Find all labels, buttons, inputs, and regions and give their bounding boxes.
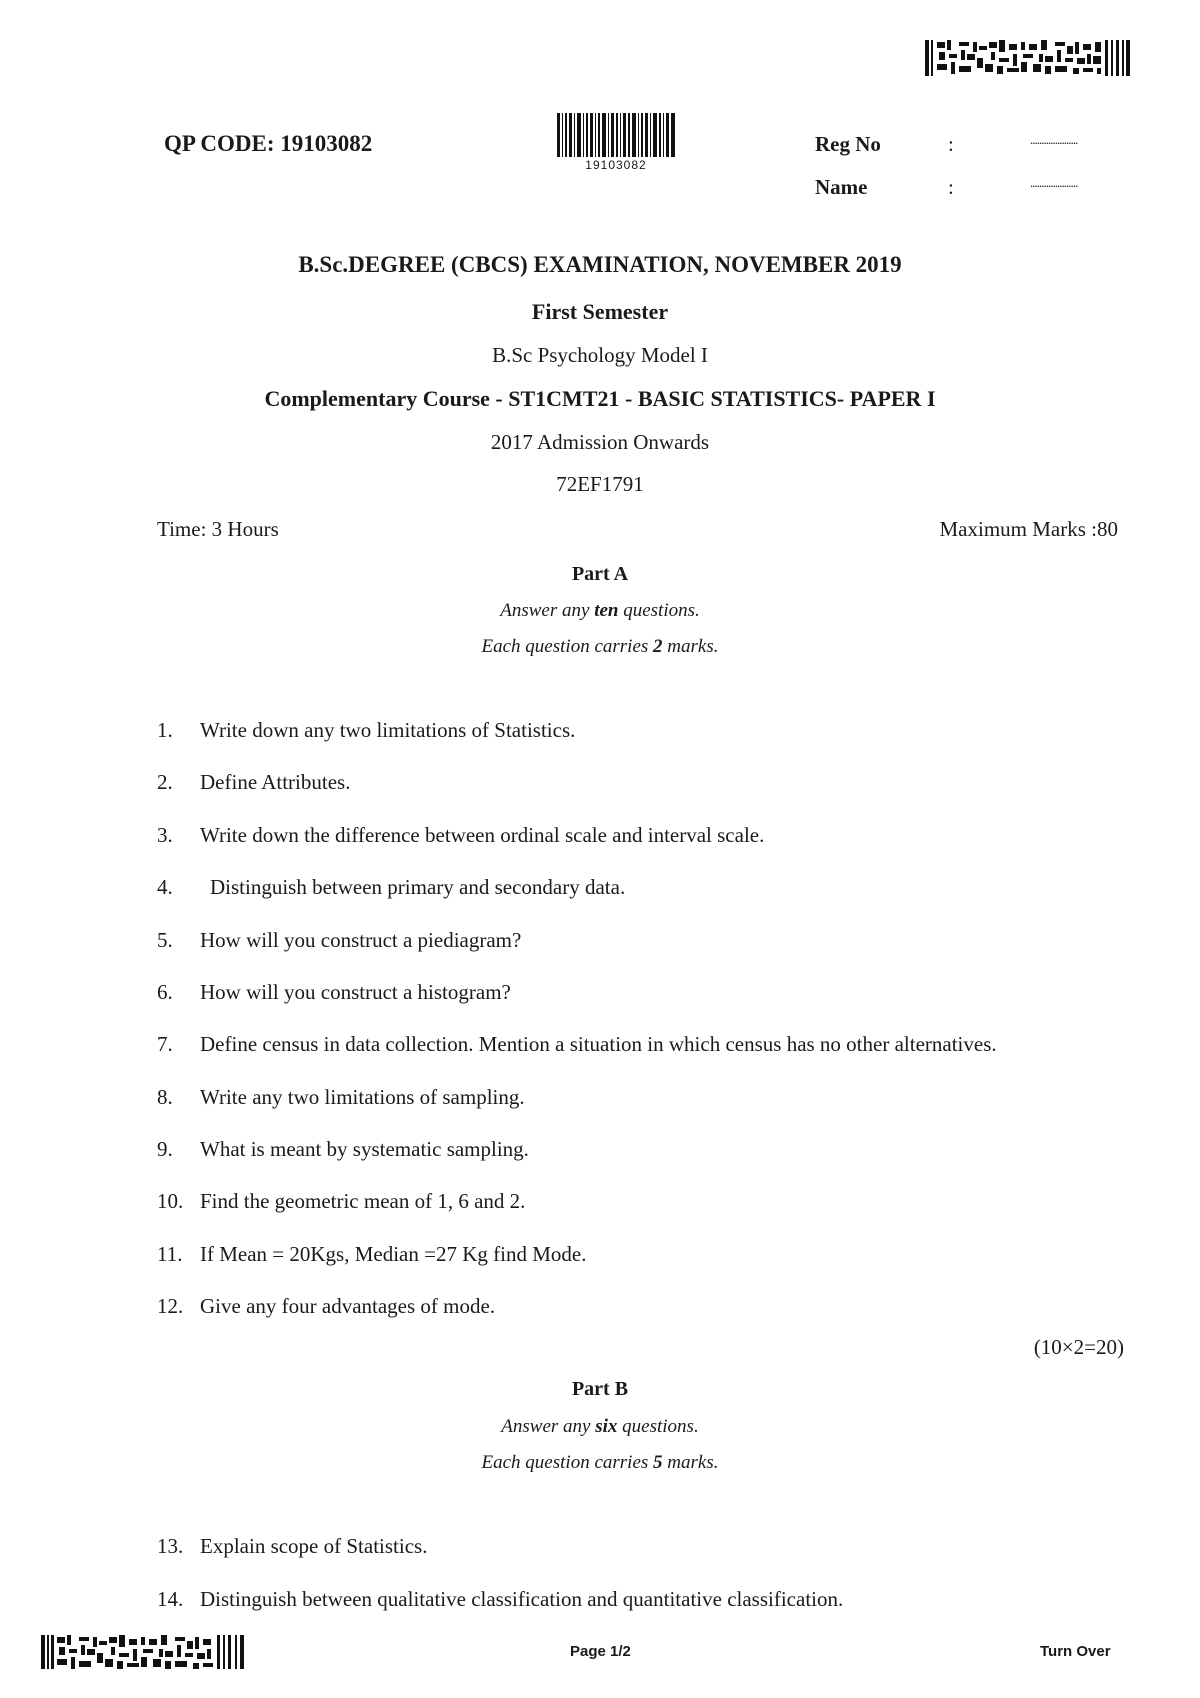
question-number: 9. <box>157 1137 173 1161</box>
question-text: How will you construct a histogram? <box>200 980 511 1004</box>
qp-barcode <box>557 113 675 157</box>
name-field: ..................... <box>1030 175 1078 190</box>
question-number: 13. <box>157 1534 184 1558</box>
question-text: What is meant by systematic sampling. <box>200 1137 529 1161</box>
exam-title: B.Sc.DEGREE (CBCS) EXAMINATION, NOVEMBER 2019 <box>298 252 902 277</box>
instr-marks: 2 <box>653 636 663 657</box>
instr-text: Answer any <box>500 600 595 621</box>
qp-barcode-number: 19103082 <box>585 158 647 172</box>
part-b-instruction-1 <box>0 1416 1200 1438</box>
instr-text: Answer any <box>501 1416 596 1437</box>
part-b-heading: Part B <box>571 1378 629 1400</box>
question-number: 1. <box>157 718 173 742</box>
programme: B.Sc Psychology Model I <box>492 343 708 367</box>
question-text: How will you construct a piediagram? <box>200 928 522 952</box>
question-text: Distinguish between qualitative classification and quantitative classification. <box>200 1587 844 1611</box>
name-label: Name <box>815 175 868 199</box>
part-a-heading: Part A <box>571 563 629 585</box>
reg-no-field: ..................... <box>1030 132 1078 147</box>
question-number: 2. <box>157 770 173 794</box>
question-number: 3. <box>157 823 173 847</box>
question-text: Write down the difference between ordinal scale and interval scale. <box>200 823 765 847</box>
instr-count: ten <box>594 600 619 621</box>
question-text: Distinguish between primary and secondary data. <box>210 875 626 899</box>
part-b-instruction-2 <box>0 1452 1200 1474</box>
question-number: 10. <box>157 1189 184 1213</box>
part-a-marks-summary: (10×2=20) <box>1033 1335 1124 1359</box>
question-number: 6. <box>157 980 173 1004</box>
maximum-marks: Maximum Marks :80 <box>939 517 1118 541</box>
name-colon: : <box>948 175 954 199</box>
part-a-instruction-2 <box>0 636 1200 658</box>
question-text: Define census in data collection. Mention a situation in which census has no other alternatives. <box>200 1032 997 1056</box>
question-text: Find the geometric mean of 1, 6 and 2. <box>200 1189 526 1213</box>
question-number: 11. <box>157 1242 183 1266</box>
page-number: Page 1/2 <box>570 1643 631 1660</box>
instr-marks: 5 <box>653 1452 663 1473</box>
question-text: Give any four advantages of mode. <box>200 1294 496 1318</box>
question-number: 8. <box>157 1085 173 1109</box>
instr-text: Each question carries <box>481 1452 654 1473</box>
footer-barcode <box>41 1635 245 1669</box>
time-allowed: Time: 3 Hours <box>157 517 279 541</box>
semester: First Semester <box>531 299 669 324</box>
course-title: Complementary Course - ST1CMT21 - BASIC STATISTICS- PAPER I <box>264 386 936 411</box>
question-text: Explain scope of Statistics. <box>200 1534 428 1558</box>
instr-text: questions. <box>618 600 700 621</box>
question-number: 12. <box>157 1294 184 1318</box>
question-number: 14. <box>157 1587 184 1611</box>
admission: 2017 Admission Onwards <box>490 430 710 454</box>
reg-no-colon: : <box>948 132 954 156</box>
instr-text: Each question carries <box>481 636 654 657</box>
question-text: Write any two limitations of sampling. <box>200 1085 525 1109</box>
instr-count: six <box>595 1416 618 1437</box>
qp-code: QP CODE: 19103082 <box>164 131 373 156</box>
question-text: Write down any two limitations of Statistics. <box>200 718 576 742</box>
question-text: If Mean = 20Kgs, Median =27 Kg find Mode. <box>200 1242 587 1266</box>
question-text: Define Attributes. <box>200 770 351 794</box>
question-number: 5. <box>157 928 173 952</box>
instr-text: questions. <box>617 1416 699 1437</box>
instr-text: marks. <box>662 1452 719 1473</box>
instr-text: marks. <box>662 636 719 657</box>
top-barcode <box>925 40 1130 76</box>
question-number: 4. <box>157 875 173 899</box>
reg-no-label: Reg No <box>815 132 881 156</box>
paper-code: 72EF1791 <box>556 472 644 496</box>
turn-over: Turn Over <box>1040 1643 1111 1660</box>
question-number: 7. <box>157 1032 173 1056</box>
part-a-instruction-1 <box>0 600 1200 622</box>
